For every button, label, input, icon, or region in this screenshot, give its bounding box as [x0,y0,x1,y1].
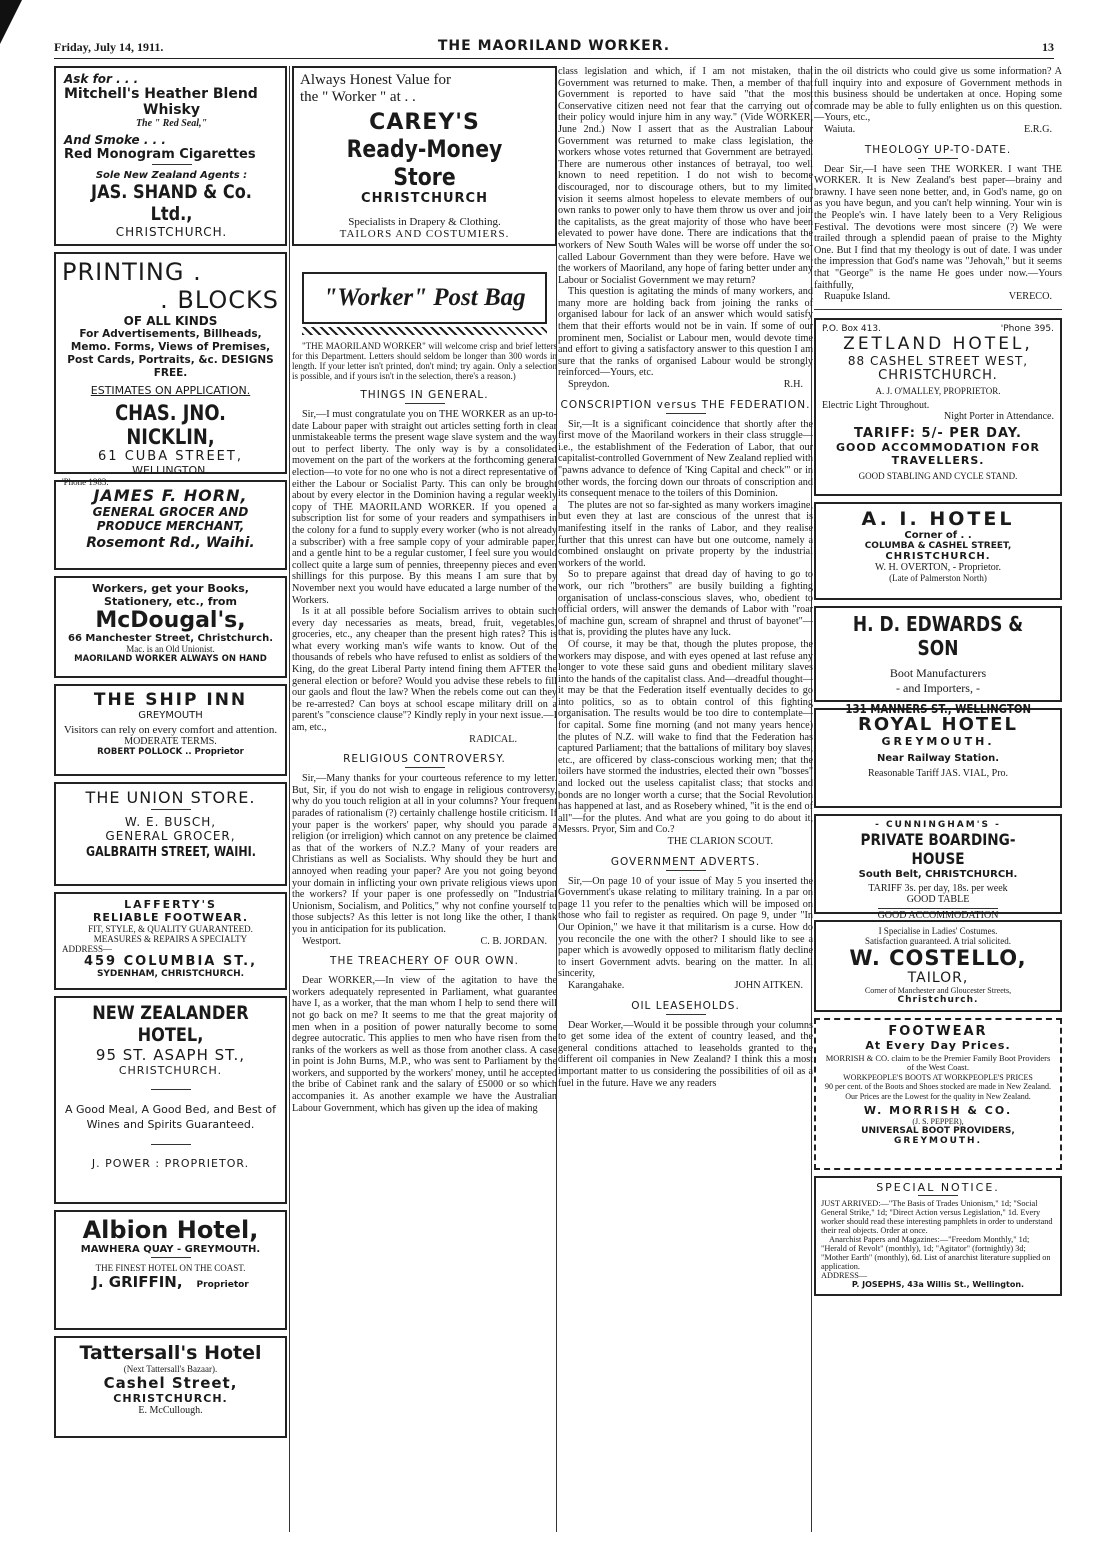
ad-line: Red Monogram Cigarettes [64,147,256,162]
ad-line: GOOD TABLE [906,893,970,905]
ad-special-notice [814,1176,1062,1296]
ad-ship-inn [54,684,287,776]
ad-line: CHRISTCHURCH. [115,225,228,239]
ad-line: CAREY'S [369,110,480,135]
ad-line: GOOD ACCOMMODATION [877,909,999,921]
ad-line: A Good Meal, A Good Bed, and Best of Wines and Spirits Guaranteed. [65,1103,276,1131]
ad-line: GREYMOUTH. [894,1136,982,1147]
ad-line: GOOD STABLING AND CYCLE STAND. [858,470,1018,481]
ad-line: . BLOCKS [160,286,279,314]
ad-line: H. D. EDWARDS & SON [852,611,1024,660]
ad-line: Whisky [143,102,200,118]
ad-line: A. J. O'MALLEY, PROPRIETOR. [875,385,1001,396]
ad-line: GREYMOUTH. [881,734,995,748]
article-paragraph: So to prepare against that dread day of having to go to work, our rich "brothers" are busily building a fighting organisation of unclass-conscious slaves, who, obedient to official orders, will answer the demands of Labor with "roar of machine gun, scream of shrapnel and thrust of bayonet"—that is, providing the plutes have any luck. [558,569,813,639]
article-signature: RADICAL. [469,733,517,745]
ad-laffertys [54,892,287,990]
header-rule [54,58,1054,59]
ad-albion-hotel [54,1210,287,1330]
ad-line: 'Phone 395. [1000,323,1054,334]
ad-line: For Advertisements, Billheads, Memo. Forms, Views of Premises, Post Cards, Portraits, &c. DESIGNS FREE. [67,328,274,379]
column-1-ads [54,66,287,1444]
ad-line: - and Importers, - [896,680,980,695]
ad-line: 88 CASHEL STREET WEST, [847,353,1029,368]
ad-line: Corner of Manchester and Gloucester Streets, [864,985,1012,995]
ad-line: LAFFERTY'S [124,898,217,911]
ad-line: PRIVATE BOARDING-HOUSE [860,829,1016,868]
ad-line: COLUMBA & CASHEL STREET, [864,540,1012,551]
ad-line: GOOD ACCOMMODATION FOR TRAVELLERS. [835,440,1041,467]
ad-line: Ready-Money Store [346,135,503,191]
ad-line: FOOTWEAR [888,1023,988,1039]
ad-line: ROBERT POLLOCK .. Proprietor [97,747,244,757]
ad-line: SYDENHAM, CHRISTCHURCH. [96,969,245,979]
ad-line: MAORILAND WORKER ALWAYS ON HAND [74,654,267,664]
ad-line: Tattersall's Hotel [79,1342,262,1364]
ad-footwear-morrish [814,1018,1062,1170]
issue-date: Friday, July 14, 1911. [54,40,164,54]
ad-line: Rosemont Rd., Waihi. [86,535,255,551]
ad-line: South Belt, CHRISTCHURCH. [858,868,1018,880]
ad-new-zealander-hotel [54,996,287,1204]
post-bag-title: "Worker" Post Bag [323,284,526,311]
ad-printing-blocks [54,252,287,487]
article-paragraph: Sir,—On page 10 of your issue of May 5 you inserted the Government's ukase relating to military training. In a par on page 11 you refer to the penalties which will be imposed on those who fail to register as required. On page 9, under "In Our Opinion," we have it that militarism is a curse. How do you reconcile the one with the other? I should like to see a paper which is avowedly opposed to militarism flatly decline to insert Government advts. bearing on the matter. In all sincerity, [558,875,813,980]
article-signature: THE CLARION SCOUT. [667,836,773,847]
ad-line: I Specialise in Ladies' Costumes. [878,925,998,936]
article-place: Westport. [302,935,342,947]
ad-line: RELIABLE FOOTWEAR. [92,911,249,924]
ad-line: Albion Hotel, [82,1216,259,1244]
article-paragraph: Sir,—Many thanks for your courteous reference to my letter. But, Sir, if you do not wish to engage in religious controversy, why do you touch religion at all in your columns? Your frequent parades of rationalism (?) certainly challenge hostile criticism. If your paper is the workers' paper, why should you parade a religion (or irreligion) which cannot on any pretence be claimed as that of the workers of N.Z.? Many of your readers are Christians as well as Socialists. Why should they be hurt and annoyed when reading your paper? Are you not going beyond your domain in inflicting your own private religious views upon the workers? If your paper is one professedly on "Industrial Unionism, Socialism, and Politics," why not confine yourself to those subjects? As this letter is not long like the other, I thank you in anticipation for its publication. [292,773,557,935]
ad-zetland-hotel [814,318,1062,496]
ad-line: Satisfaction guaranteed. A trial solicited. [865,935,1011,946]
article-signature: R.H. [783,379,803,391]
article-paragraph: The plutes are not so far-sighted as many workers imagine, but even they at last are conscious of the unrest that is manifesting itself in the ranks of Labor, and they realise further that this unrest can have but one outcome, namely a combined onslaught on private property by the industrial workers of the world. [558,499,813,569]
ad-line: MODERATE TERMS. [124,736,217,747]
article-heading: OIL LEASEHOLDS. [631,999,740,1012]
ad-line: FIT, STYLE, & QUALITY GUARANTEED. [88,924,253,934]
article-heading: THEOLOGY UP-TO-DATE. [864,143,1012,156]
ad-line: Ask for . . . [64,72,139,86]
ad-line: W. MORRISH & CO. [863,1104,1013,1118]
ad-line: CHRISTCHURCH. [885,550,991,562]
ad-line: CHRISTCHURCH. [113,1392,228,1405]
ad-line: THE UNION STORE. [85,788,256,807]
ad-line: (Late of Palmerston North) [889,572,987,583]
ad-line: GENERAL GROCER, [105,829,236,843]
article-place: Waiuta. [824,123,856,135]
ad-line: Mac. is an Old Unionist. [126,644,215,654]
ad-union-store [54,782,287,886]
ad-line: - CUNNINGHAM'S - [875,819,1001,830]
page-number: 13 [1042,40,1054,54]
ad-line: THE FINEST HOTEL ON THE COAST. [95,1263,246,1273]
ad-line: Near Railway Station. [876,752,1000,764]
ad-hd-edwards [814,606,1062,716]
ad-line: W. E. BUSCH, [124,815,217,829]
ad-line: GREYMOUTH [138,710,203,721]
article-signature: VERECO. [1008,291,1052,303]
ad-line: TARIFF: 5/- PER DAY. [853,425,1022,441]
ad-line: (Next Tattersall's Bazaar). [123,1364,218,1374]
ad-line: the " Worker " at . . [300,89,416,105]
masthead-title: THE MAORILAND WORKER. [437,38,671,54]
column-rule [289,66,290,1532]
ad-line: Our Prices are the Lowest for the quality in New Zealand. [845,1091,1031,1101]
notice-paragraph: ADDRESS— [821,1270,868,1280]
ad-line: 'Phone 1983. [62,477,109,487]
ad-line: NEW ZEALANDER HOTEL, [92,1002,249,1046]
ad-cunninghams [814,814,1062,921]
article-signature: JOHN AITKEN. [734,979,803,991]
ad-line: Specialists in Drapery & Clothing. [348,216,501,228]
article-place: Ruapuke Island. [824,291,891,303]
notice-paragraph: Anarchist Papers and Magazines:—"Freedom Monthly," 1d; "Herald of Revolt" (monthly), 1d; "Agitator" (fortnightly) 3d; "Mother Earth" (monthly), 6d. List of anarchist literature supplied on application. [821,1234,1051,1271]
ad-line: A. I. HOTEL [861,507,1015,530]
ad-careys-store [292,66,557,246]
ad-line: GALBRAITH STREET, WAIHI. [85,845,256,860]
ad-line: J. GRIFFIN, [92,1273,183,1291]
post-bag-banner [302,272,547,324]
ad-line: MEASURES & REPAIRS A SPECIALTY [93,934,248,944]
column-3 [558,66,813,1089]
ad-line: WORKPEOPLE'S BOOTS AT WORKPEOPLE'S PRICES [843,1072,1033,1082]
ad-line: CHAS. JNO. NICKLIN, [115,401,226,449]
ad-royal-hotel [814,708,1062,808]
ad-line: CHRISTCHURCH. [878,367,998,383]
ad-line: Reasonable Tariff JAS. VIAL, Pro. [867,767,1009,779]
article-paragraph: Dear Sir,—I have seen THE WORKER. I want THE WORKER. It is New Zealand's best paper—brainy and brawny. I have seen none better, and, in God's name, go on as you have begun, and you can't help winning. Your win is the People's win. I have lately been to a Very Religious Festival. The devotions were most sincere (?) We were trailed through a splendid paean of praise to the Mighty One. But I find that my theology is out of date. I was under the impression that God's name was "Jehovah," but it seems that "George" is the name He goes under now.—Yours faithfully, [814,163,1062,291]
ad-line: UNIVERSAL BOOT PROVIDERS, [861,1126,1015,1137]
ad-line: MAWHERA QUAY - GREYMOUTH. [80,1244,261,1255]
article-place: Karangahake. [568,979,625,991]
ad-line: Sole New Zealand Agents : [95,170,248,181]
notice-paragraph: JUST ARRIVED:—"The Basis of Trades Unionism," 1d; "Social General Strike," 1d; "Direct Action versus Legislation," 1d. Every worker should read these interesting pamphlets in order to understand their real objects. Order at once. [821,1198,1053,1235]
article-paragraph: Dear WORKER,—In view of the agitation to have the workers adequately represented in Parliament, what guarantee have I, as a worker, that the man whom I help to send there will not go back on me? It seems to me that the great majority of men when in a position of power naturally become to some degree autocratic. This applies to men who have risen from the ranks of the workers as well as those from another class. A case in point is John Burns, M.P., who was sent to Parliament by the workers, and supported by the workers' money, until he accepted the bribe of Cabinet rank and the salary of £5000 or so which accompanies it. As another example we have the Australian Labour Government, which has given up the idea of making [292,975,557,1114]
ad-line: OF ALL KINDS [123,314,218,328]
column-4 [814,66,1062,1302]
ad-line: 131 MANNERS ST., WELLINGTON [845,701,1031,716]
ad-line: 61 CUBA STREET, [98,449,243,464]
article-heading: CONSCRIPTION versus THE FEDERATION. [560,398,811,411]
post-bag-intro: "THE MAORILAND WORKER" will welcome crisp and brief letters for this Department. Letters should seldom be longer than 300 words in length. If your letter isn't printed, don't mind; try again. Only a selection is possible, and if yours isn't in the selection, there's a reason.) [292,341,557,381]
article-paragraph: This question is agitating the minds of many workers, and many more are holding back from joining the ranks of organised labour for lack of an answer which would satisfy them that their efforts would not be in vain. If some of our prominent men, Socialist or Labour men, would devote time and effort to giving a satisfactory answer to this question I am sure that the ranks of organised Labour would be strongly reinforced—Yours, etc. [558,286,813,379]
article-heading: RELIGIOUS CONTROVERSY. [343,753,506,766]
ad-costello-tailor [814,920,1062,1012]
ad-tattersalls-hotel [54,1336,287,1438]
article-paragraph: class legislation and which, if I am not mistaken, that Government was returned to make. Then, a member of that Government is reported to have said "that the most Conservative citizen need not fear that the carrying out of their policy would injure him in any way." (Vide WORKER, June 2nd.) Now I assert that as the Australian Labour Government was returned to make class legislation, the workers whose votes returned that Government are betrayed. There are numerous other instances of betrayal, too well known to need repetition. I do not wish to become discouraged, nor to discourage others, but to my limited vision it seems almost hopeless to elevate members of our own ranks to power only to have them throw us over and join the capitalists, as the great majority of those who have been elevated to power have done. There are indications that the workers of New South Wales will be worse off under the so-called Labour Government than they were before. Have we, the workers of Maoriland, any hope of faring better under any Labour or Socialist Government we may return? [558,66,813,286]
article-signature: E.R.G. [1023,123,1052,135]
ad-line: W. H. OVERTON, - Proprietor. [874,561,1002,573]
article-paragraph: Of course, it may be that, though the plutes propose, the workers may dispose, and with eyes opened at last refuse any longer to vote these said guns and obedient military slaves into the hands of the capitalist class. And—dreadful thought—it may be that the Federation itself eventually decides to go into politics, so as to obtain control of this fighting organisation. The results would be too dire to contemplate—for capital. Some fine morning (and not many years hence) the plutes of N.Z. will wake to find that the Federation has captured Parliament; that the battalions of military boy slaves, etc., are officered by class-conscious working men; that the toilers have stormed the industries, elected their own "bosses" and locked out the useless capitalist class; that stocks and bonds are no longer worth a curse; that the Social Revolution has happened at last, and as Rosebery whined, "it is the end of all"—for the plutes. And what are you going to do about it, Messrs. Pryor, Sim and Co.? [558,638,813,836]
ad-line: 95 ST. ASAPH ST., [95,1046,246,1064]
ad-line: McDougal's, [95,608,246,633]
ad-line: J. POWER : PROPRIETOR. [91,1157,250,1170]
ad-line: ESTIMATES ON APPLICATION. [90,384,251,397]
notice-heading: SPECIAL NOTICE. [876,1180,1000,1194]
ad-line: Workers, get your Books, Stationery, etc., from [92,582,249,608]
ad-line: Boot Manufacturers [889,665,987,680]
ad-line: Proprietor [196,1280,249,1290]
ad-line: E. McCullough. [138,1405,203,1416]
article-paragraph: Is it at all possible before Socialism arrives to obtain such every day necessaries as meats, bread, fruit, vegetables, groceries, etc., any cheaper than the present high rates? This is what every working man's wife wants to know. Out of the thousands of rebels who have refused to enlist as soldiers of the King, do the great Liberal Party intend fining them AFTER the general election or before? Would you advise these rebels to fill our gaols and flout the law? When the rebels come out can they be re-arrested? Can boys at school escape military drill on a parent's "conscience clause"? Kindly reply in your next issue.—I am, etc., [292,606,557,734]
ad-line: THE SHIP INN [93,690,248,710]
ad-line: JAS. SHAND & Co. Ltd., [91,181,252,225]
ad-line: 66 Manchester Street, Christchurch. [67,633,273,644]
article-signature: C. B. JORDAN. [480,935,547,947]
ad-line: ROYAL HOTEL [858,713,1018,735]
article-paragraph: Sir,—I must congratulate you on THE WORKER as an up-to-date Labour paper with straight out articles setting forth in clear unmistakeable terms the present wage slave system and the way out to perfect liberty. The only way is by a consolidated movement on the part of the workers at the forthcoming general election—to vote for no one who is not a direct representative of either the Labour or Socialist Party. This can only be brought about by every elector in the Dominion having a regular weekly copy of THE MAORILAND WORKER. If you opened a subscription list for some of your readers and sympathisers in the colony for a fund to supply every worker (who is not already a subscriber) with a free sample copy of your admirable paper, and a gentle hint to be a regular customer, I feel sure you would collect quite a large sum of pennies, threepenny pieces and even shillings for this purpose. By this means I am sure that by November next you would have educated a large number of the Workers. [292,409,557,606]
ad-line: 459 COLUMBIA ST., [83,954,258,969]
ad-line: (J. S. PEPPER), [912,1117,964,1127]
ad-line: Christchurch. [897,994,979,1005]
article-paragraph: Dear Worker,—Would it be possible through your columns to get some idea of the extent of country leased, and the general conditions attached to leaseholds granted to the different oil companies in New Zealand? I think this a most important matter to us considering the possibilities of oil as a fuel in the future. Have we any readers [558,1019,813,1089]
notice-address: P. JOSEPHS, 43a Willis St., Wellington. [851,1279,1025,1289]
article-heading: GOVERNMENT ADVERTS. [610,855,761,868]
ad-line: JAMES F. HORN, [93,486,248,505]
ad-line: CHRISTCHURCH. [118,1064,223,1077]
ad-line: ZETLAND HOTEL, [843,333,1033,354]
article-heading: THE TREACHERY OF OUR OWN. [330,955,519,968]
ad-a1-hotel [814,502,1062,600]
article-paragraph: in the oil districts who could give us some information? A full inquiry into and exposure of Government methods in this business should be undertaken at once. Hoping some comrade may be able to fully enlighten us on this question.—Yours, etc., [814,66,1062,124]
ad-line: 90 per cent. of the Boots and Shoes stocked are made in New Zealand. [825,1082,1051,1092]
ad-line: W. COSTELLO, [849,945,1027,970]
ad-line: PRODUCE MERCHANT, [96,519,245,533]
article-paragraph: Sir,—It is a significant coincidence that shortly after the first move of the Maoriland workers in their class struggle—i.e., the establishment of the Federation of Labor, that our capitalist-controlled Government of New Zealand replied with "pawns advance to defence of 'King Capital and check'" or in other words, the forcing down our throats of conscription and its consequent menace to the toilers of this Dominion. [558,418,813,500]
ad-line: Electric Light Throughout. [822,399,930,411]
ad-line: CHRISTCHURCH [361,191,488,206]
ad-line: Visitors can rely on every comfort and attention. [63,724,278,736]
ad-line: TAILOR, [907,969,969,986]
page-corner-mark [0,0,22,44]
ad-line: Always Honest Value for [300,72,451,88]
column-2 [292,66,557,1114]
article-place: Spreydon. [568,379,610,391]
ad-line: MORRISH & CO. claim to be the Premier Family Boot Providers of the West Coast. [825,1052,1051,1073]
ad-mcdougals [54,576,287,678]
ad-line: The " Red Seal," [135,118,208,129]
ad-mitchell [54,66,287,246]
article-heading: THINGS IN GENERAL. [360,389,489,401]
ad-line: TARIFF 3s. per day, 18s. per week [868,882,1008,894]
ad-line: ADDRESS— [62,944,113,954]
ad-line: TAILORS AND COSTUMIERS. [339,228,510,240]
ad-line: PRINTING . [62,258,202,286]
ad-line: Corner of . . [904,529,972,541]
ad-line: Cashel Street, [103,1374,238,1392]
ad-james-horn [54,480,287,570]
ad-line: WELLINGTON. [132,464,209,477]
ad-line: GENERAL GROCER AND [92,505,249,519]
page-header [54,38,1054,58]
ad-line: Mitchell's Heather Blend [64,86,258,102]
ad-line: And Smoke . . . [64,133,166,147]
ad-line: P.O. Box 413. [822,323,881,334]
ad-line: At Every Day Prices. [865,1038,1011,1052]
ad-line: Night Porter in Attendance. [944,410,1054,422]
